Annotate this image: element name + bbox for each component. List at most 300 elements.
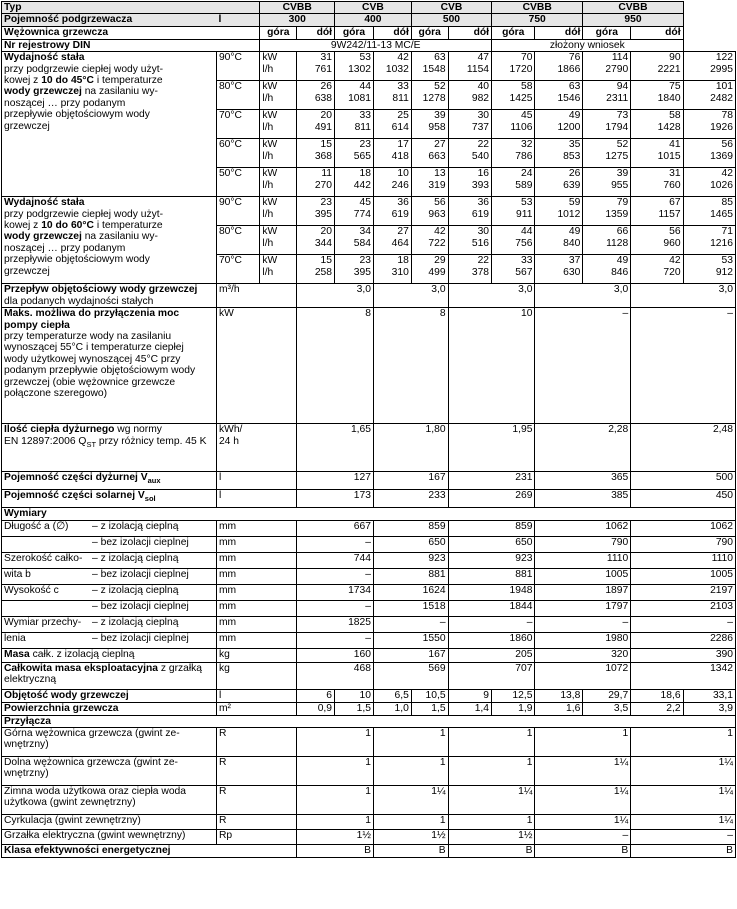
model-value: 1½ xyxy=(297,830,374,845)
model-value: – xyxy=(631,616,736,632)
coil-bottom-label: dół xyxy=(448,26,491,39)
temperature: 90°C xyxy=(216,52,259,81)
model-value: 1072 xyxy=(535,662,631,689)
perf-value-line: 35 xyxy=(568,139,581,151)
coil-bottom-label: dół xyxy=(373,26,411,39)
model-value: 1005 xyxy=(631,568,736,584)
perf-value-line: 42 xyxy=(434,226,446,238)
unit-line: l/h xyxy=(262,179,274,191)
model-capacity: 400 xyxy=(335,14,412,26)
perf-value xyxy=(448,255,491,284)
unit-line: kW xyxy=(262,81,278,93)
perf-value xyxy=(492,139,535,168)
cell-text: wody grzewczej xyxy=(4,231,82,243)
cell-text: Wydajność stała xyxy=(4,197,85,209)
wymiary-variant: – bez izolacji cieplnej xyxy=(92,600,189,612)
perf-value xyxy=(411,52,448,81)
perf-value xyxy=(631,139,683,168)
wymiary-label xyxy=(2,552,217,568)
unit-line: l/h xyxy=(262,266,274,278)
model-value: 1897 xyxy=(535,584,631,600)
masa-unit: kg xyxy=(216,648,296,662)
perf-value xyxy=(631,81,683,110)
cell-text: Zimna woda użytkowa oraz ciepła woda xyxy=(4,786,187,798)
perf-value xyxy=(683,168,735,197)
row-klasa xyxy=(2,845,736,858)
perf-value xyxy=(583,139,631,168)
wymiary-dimension: Wysokość c xyxy=(4,584,59,596)
model-value: 8 xyxy=(297,308,374,424)
wymiary-variant: – bez izolacji cieplnej xyxy=(92,536,189,548)
perf-value xyxy=(411,168,448,197)
perf-value xyxy=(297,110,335,139)
model-value: 1¼ xyxy=(631,815,736,830)
temperature: 60°C xyxy=(216,139,259,168)
perf-value xyxy=(535,139,583,168)
coil-bottom-label: dół xyxy=(297,26,335,39)
model-value: 1,95 xyxy=(448,424,535,472)
perf-value xyxy=(631,226,683,255)
coil-value: 6,5 xyxy=(373,689,411,702)
perf-value-line: 15 xyxy=(320,139,333,151)
perf-value-line: 368 xyxy=(314,150,333,162)
perf-value-line: 1106 xyxy=(510,121,533,133)
wymiary-unit: mm xyxy=(216,632,296,648)
ilosc-ciepla-unit-line: kWh/ xyxy=(218,424,243,436)
coil-value: 1,5 xyxy=(411,702,448,715)
perf-value-line: 499 xyxy=(428,266,446,278)
model-value: 3,0 xyxy=(297,284,374,308)
perf-value-line: 1546 xyxy=(557,92,581,104)
perf-value-line: 1302 xyxy=(348,63,371,75)
model-value: 1 xyxy=(297,757,374,786)
perf-value-line: 1548 xyxy=(422,63,446,75)
unit xyxy=(260,139,297,168)
model-value: 667 xyxy=(297,520,374,536)
perf-value-line: 22 xyxy=(477,139,490,151)
model-value: 790 xyxy=(535,536,631,552)
perf-value-line: 786 xyxy=(515,150,533,162)
maks-pompy-unit: kW xyxy=(216,308,296,424)
perf-value-line: 1200 xyxy=(557,121,581,133)
perf-value-line: 56 xyxy=(434,197,446,209)
model-capacity: 300 xyxy=(260,14,335,26)
perf-value-line: 911 xyxy=(516,208,533,220)
perf-value-line: 42 xyxy=(397,52,409,64)
model-value: 859 xyxy=(448,520,535,536)
cell-text: przy różnicy temp. 45 K xyxy=(96,435,207,447)
perf-value xyxy=(297,139,335,168)
perf-value-line: 27 xyxy=(434,139,446,151)
perf-value-line: 722 xyxy=(428,237,446,249)
model-value: – xyxy=(535,308,631,424)
perf-value-line: 24 xyxy=(521,168,533,180)
unit xyxy=(260,110,297,139)
unit-line: kW xyxy=(262,139,278,151)
model-value: 1734 xyxy=(297,584,374,600)
przylacza-unit: R xyxy=(216,815,296,830)
model-value: 1 xyxy=(448,815,535,830)
model-value: B xyxy=(448,845,535,858)
model-value: 1844 xyxy=(448,600,535,616)
model-value: 2,48 xyxy=(631,424,736,472)
model-value: 3,0 xyxy=(535,284,631,308)
row-pojemnosc xyxy=(2,14,736,26)
przylacza-label xyxy=(2,786,217,815)
przylacza-label xyxy=(2,757,217,786)
model-value: 1 xyxy=(631,728,736,757)
perf-value xyxy=(535,197,583,226)
perf-value xyxy=(297,81,335,110)
perf-value xyxy=(373,110,411,139)
wymiary-dimension: lenia xyxy=(4,632,26,644)
perf-value-line: 1720 xyxy=(509,63,533,75)
przylacza-row xyxy=(2,786,736,815)
masa-eksp-unit: kg xyxy=(216,662,296,689)
model-value: 1¼ xyxy=(631,786,736,815)
perf-value-line: 963 xyxy=(428,208,446,220)
perf-value-line: 344 xyxy=(314,237,333,249)
perf-value-line: 639 xyxy=(563,179,581,191)
cell-text: Przepływ objętościowy wody grzewczej xyxy=(4,284,198,296)
perf-value-line: 1012 xyxy=(557,208,581,220)
cell-text: Wydajność stała xyxy=(4,52,85,64)
model-value: – xyxy=(631,830,736,845)
perf-value xyxy=(448,52,491,81)
perf-value xyxy=(683,81,735,110)
wezownica-label: Wężownica grzewcza xyxy=(2,26,260,39)
perf-value xyxy=(335,81,374,110)
wymiary-label xyxy=(2,616,217,632)
perf-value-line: 31 xyxy=(320,52,333,64)
objetosc-unit: l xyxy=(216,689,296,702)
model-value: 1948 xyxy=(448,584,535,600)
perf-value xyxy=(411,226,448,255)
row-przeplyw xyxy=(2,284,736,308)
perf-value-line: 720 xyxy=(663,266,681,278)
przylacza-row xyxy=(2,757,736,786)
perf-value xyxy=(297,255,335,284)
cell-text: noszącej … przy podanym przepływie objętościowym wody grzewczej xyxy=(4,242,150,277)
perf-value xyxy=(335,52,374,81)
coil-value: 10 xyxy=(335,689,374,702)
perf-value-line: 853 xyxy=(563,150,581,162)
perf-value-line: 319 xyxy=(428,179,446,191)
wymiary-label xyxy=(2,600,217,616)
cell-text: przy temperaturze wody na zasilaniu wynoszącej 55°C i temperaturze ciepłej wody użytkowej wynoszącej 45°C przy podanym przepływie objętościowym wody grzewczej (obie wężownice grzewcze połączone szeregowo) xyxy=(4,331,196,400)
row-powierzchnia xyxy=(2,702,736,715)
perf-value-line: 393 xyxy=(471,179,490,191)
perf-value-line: 1081 xyxy=(348,92,371,104)
cell-text: Masa xyxy=(4,648,30,660)
perf-value xyxy=(683,226,735,255)
model-value: 569 xyxy=(373,662,448,689)
model-value: 3,0 xyxy=(631,284,736,308)
perf-value-line: 1425 xyxy=(509,92,533,104)
masa-label xyxy=(2,648,217,662)
perf-value-line: 565 xyxy=(353,150,371,162)
przeplyw-label xyxy=(2,284,217,308)
perf-value-line: 1926 xyxy=(710,121,733,133)
perf-value-line: 270 xyxy=(314,179,333,191)
unit-line: l/h xyxy=(262,208,274,220)
perf-value-line: 71 xyxy=(721,226,733,238)
row-ilosc-ciepla xyxy=(2,424,736,472)
perf-value xyxy=(448,197,491,226)
model-value: 1980 xyxy=(535,632,631,648)
perf-value-line: 53 xyxy=(521,197,533,209)
model-name: CVBB xyxy=(260,2,335,14)
cell-text: kowej z xyxy=(4,220,42,232)
cell-text: wg normy xyxy=(114,424,162,436)
perf-value xyxy=(335,255,374,284)
model-value: 1,65 xyxy=(297,424,374,472)
model-value: 320 xyxy=(535,648,631,662)
perf-value xyxy=(631,168,683,197)
perf-value xyxy=(335,197,374,226)
perf-value xyxy=(683,197,735,226)
model-value: 385 xyxy=(535,490,631,508)
row-maks-pompy xyxy=(2,308,736,424)
row-wezownica xyxy=(2,26,736,39)
perf-value-line: 25 xyxy=(397,110,409,122)
perf-value-line: 378 xyxy=(471,266,490,278)
model-value: 1005 xyxy=(535,568,631,584)
model-value: 167 xyxy=(373,472,448,490)
perf-value-line: 26 xyxy=(320,81,333,93)
perf-value-line: 1128 xyxy=(606,237,629,249)
perf-value-line: 33 xyxy=(521,255,533,267)
model-value: 1550 xyxy=(373,632,448,648)
model-value: 365 xyxy=(535,472,631,490)
przylacza-row xyxy=(2,728,736,757)
perf-value-line: 30 xyxy=(477,226,490,238)
model-value: – xyxy=(373,616,448,632)
model-value: – xyxy=(297,568,374,584)
model-value: 1¼ xyxy=(535,757,631,786)
perf-value xyxy=(448,168,491,197)
model-value: 1 xyxy=(373,757,448,786)
perf-value-line: 53 xyxy=(359,52,371,64)
perf-value-line: 811 xyxy=(354,121,371,133)
przylacza-row xyxy=(2,830,736,845)
row-masa-eksp xyxy=(2,662,736,689)
cell-text: i temperaturze xyxy=(93,220,163,232)
wymiary-label xyxy=(2,536,217,552)
cell-text: ST xyxy=(86,439,97,449)
wymiary-variant: – z izolacją cieplną xyxy=(92,552,179,564)
coil-value: 6 xyxy=(297,689,335,702)
perf-value-line: 94 xyxy=(616,81,629,93)
row-objetosc xyxy=(2,689,736,702)
cell-text: i temperaturze xyxy=(93,75,163,87)
pojemnosc-unit: l xyxy=(216,14,259,26)
perf-value-line: 1465 xyxy=(710,208,733,220)
perf-value xyxy=(583,168,631,197)
spec-table-body xyxy=(2,2,736,858)
perf-value-line: 589 xyxy=(515,179,533,191)
wymiary-unit: mm xyxy=(216,568,296,584)
perf-value xyxy=(683,110,735,139)
perf-value-line: 584 xyxy=(353,237,371,249)
model-value: 500 xyxy=(631,472,736,490)
perf-value-line: 90 xyxy=(669,52,681,64)
powierzchnia-unit: m² xyxy=(216,702,296,715)
perf-value xyxy=(583,197,631,226)
cell-text: elektryczną xyxy=(4,674,57,686)
coil-value: 1,9 xyxy=(492,702,535,715)
perf-value-line: 36 xyxy=(397,197,409,209)
perf-value-line: 66 xyxy=(616,226,629,238)
model-value: 1 xyxy=(448,728,535,757)
row-din xyxy=(2,39,736,51)
przylacza-row xyxy=(2,815,736,830)
model-name: CVB xyxy=(411,2,491,14)
unit xyxy=(260,52,297,81)
perf-value-line: 52 xyxy=(616,139,629,151)
perf-value-line: 491 xyxy=(314,121,333,133)
model-value: 8 xyxy=(373,308,448,424)
model-value: 160 xyxy=(297,648,374,662)
unit xyxy=(260,81,297,110)
cell-text: Grzałka elektryczna (gwint wewnętrzny) xyxy=(4,830,186,842)
model-value: 1¼ xyxy=(631,757,736,786)
perf-value-line: 442 xyxy=(353,179,371,191)
perf-value-line: 761 xyxy=(314,63,333,75)
cell-text: 10 do 60°C xyxy=(41,220,94,232)
model-value: 1062 xyxy=(535,520,631,536)
coil-top-label: góra xyxy=(492,26,535,39)
model-value: 1 xyxy=(535,728,631,757)
coil-top-label: góra xyxy=(335,26,374,39)
perf-value xyxy=(373,139,411,168)
wymiary-unit: mm xyxy=(216,520,296,536)
model-value: 2,28 xyxy=(535,424,631,472)
coil-value: 9 xyxy=(448,689,491,702)
typ-label: Typ xyxy=(2,2,260,14)
perf-value-line: 982 xyxy=(471,92,490,104)
perf-value xyxy=(683,52,735,81)
perf-value xyxy=(335,110,374,139)
row-poj-solarna xyxy=(2,490,736,508)
perf-value-line: 26 xyxy=(568,168,581,180)
perf-value-line: 395 xyxy=(314,208,333,220)
model-name: CVB xyxy=(335,2,412,14)
coil-value: 13,8 xyxy=(535,689,583,702)
unit-line: kW xyxy=(262,255,278,267)
perf-value-line: 18 xyxy=(397,255,409,267)
perf-value xyxy=(535,226,583,255)
perf-value xyxy=(535,110,583,139)
temperature: 80°C xyxy=(216,81,259,110)
model-value: 1342 xyxy=(631,662,736,689)
wymiary-dimension: Długość a (∅) xyxy=(4,520,69,532)
perf-value xyxy=(411,255,448,284)
perf-value-line: 17 xyxy=(397,139,409,151)
unit-line: kW xyxy=(262,226,278,238)
perf-value xyxy=(373,52,411,81)
perf-value-line: 1840 xyxy=(657,92,681,104)
perf-value-line: 10 xyxy=(397,168,409,180)
perf-value-line: 2482 xyxy=(710,92,733,104)
model-value: 10 xyxy=(448,308,535,424)
perf-value-line: 1216 xyxy=(710,237,733,249)
din-label: Nr rejestrowy DIN xyxy=(2,39,260,51)
perf-value xyxy=(335,168,374,197)
cell-text: na zasilaniu wy- xyxy=(81,231,158,243)
perf-value-line: 75 xyxy=(669,81,681,93)
perf-value xyxy=(411,81,448,110)
wymiary-row xyxy=(2,536,736,552)
coil-top-label: góra xyxy=(583,26,631,39)
perf-value xyxy=(297,197,335,226)
perf-value xyxy=(335,139,374,168)
perf-value xyxy=(411,139,448,168)
perf-value xyxy=(631,255,683,284)
coil-top-label: góra xyxy=(411,26,448,39)
perf-value-line: 619 xyxy=(471,208,490,220)
unit-line: l/h xyxy=(262,63,274,75)
unit-line: l/h xyxy=(262,150,274,162)
perf-value xyxy=(448,139,491,168)
model-value: 269 xyxy=(448,490,535,508)
perf-value-line: 56 xyxy=(669,226,681,238)
model-value: 3,0 xyxy=(373,284,448,308)
poj-solarna-unit: l xyxy=(216,490,296,508)
coil-value: 1,5 xyxy=(335,702,374,715)
perf-value-line: 76 xyxy=(568,52,581,64)
coil-value: 3,9 xyxy=(683,702,735,715)
ilosc-ciepla-unit xyxy=(216,424,296,472)
model-value: 1¼ xyxy=(535,815,631,830)
perf-value-line: 42 xyxy=(721,168,733,180)
cell-text: przy podgrzewie ciepłej wody użyt- xyxy=(4,63,164,75)
wymiary-unit: mm xyxy=(216,536,296,552)
model-value: 1½ xyxy=(373,830,448,845)
model-value: 1 xyxy=(373,728,448,757)
model-value: B xyxy=(631,845,736,858)
perf-value-line: 70 xyxy=(521,52,533,64)
perf-value xyxy=(448,110,491,139)
cell-text: wody grzewczej xyxy=(4,86,82,98)
perf-value-line: 33 xyxy=(359,110,371,122)
perf-value-line: 39 xyxy=(616,168,629,180)
model-value: 167 xyxy=(373,648,448,662)
wymiary-dimension: wita b xyxy=(4,568,31,580)
coil-value: 1,4 xyxy=(448,702,491,715)
model-value: 1 xyxy=(448,757,535,786)
perf-value-line: 20 xyxy=(320,226,333,238)
perf-value-line: 1866 xyxy=(557,63,581,75)
cell-text: kowej z xyxy=(4,75,42,87)
perf-value xyxy=(492,255,535,284)
model-value: 790 xyxy=(631,536,736,552)
perf-value-line: 756 xyxy=(515,237,533,249)
wymiary-unit: mm xyxy=(216,552,296,568)
klasa-label: Klasa efektywności energetycznej xyxy=(2,845,297,858)
perf-value xyxy=(373,226,411,255)
perf-value-line: 958 xyxy=(428,121,446,133)
perf-value-line: 15 xyxy=(320,255,333,267)
perf-value-line: 22 xyxy=(477,255,490,267)
model-value: 923 xyxy=(448,552,535,568)
perf-value-line: 846 xyxy=(611,266,629,278)
wymiary-row xyxy=(2,616,736,632)
wymiary-unit: mm xyxy=(216,616,296,632)
model-value: 1 xyxy=(297,786,374,815)
cell-text: przy podgrzewie ciepłej wody użyt- xyxy=(4,208,164,220)
model-value: 231 xyxy=(448,472,535,490)
